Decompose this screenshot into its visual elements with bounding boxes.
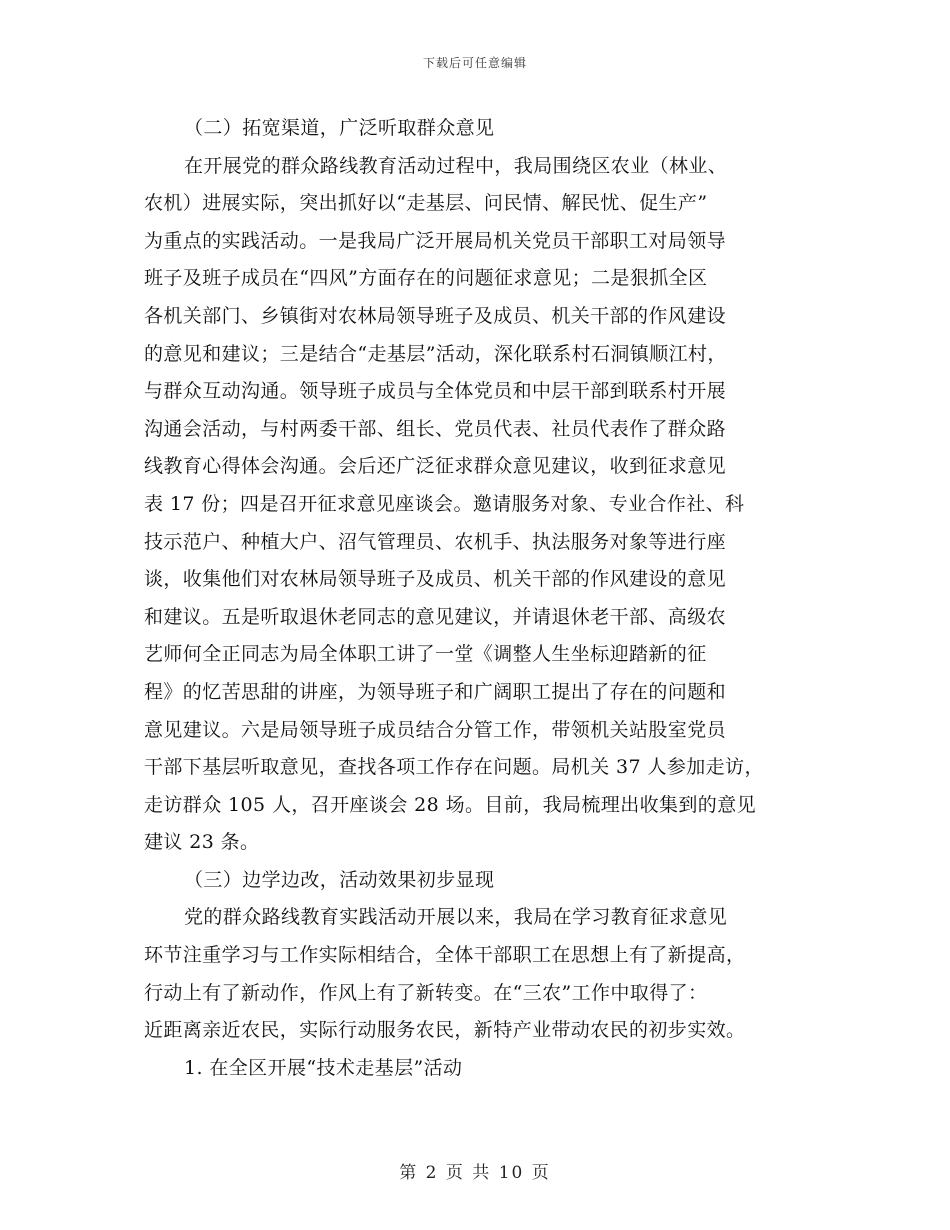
paragraph-line: 艺师何全正同志为局全体职工讲了一堂《调整人生坐标迎踏新的征 [144,643,707,666]
paragraph-line: 建议 23 条。 [144,831,260,854]
subsection-heading-1: 1. 在全区开展“技术走基层”活动 [184,1056,463,1079]
paragraph-line: 意见建议。六是局领导班子成员结合分管工作，带领机关站股室党员 [144,718,727,741]
page-header: 下载后可任意编辑 [422,56,527,70]
paragraph-line: 技示范户、种植大户、沼气管理员、农机手、执法服务对象等进行座 [144,530,727,553]
paragraph-line: 与群众互动沟通。领导班子成员与全体党员和中层干部到联系村开展 [144,380,727,403]
paragraph-line: 干部下基层听取意见，查找各项工作存在问题。局机关 37 人参加走访， [144,756,764,779]
paragraph-line: 谈，收集他们对农林局领导班子及成员、机关干部的作风建设的意见 [144,568,727,591]
paragraph-line: 环节注重学习与工作实际相结合，全体干部职工在思想上有了新提高， [144,944,746,967]
document-body [144,110,816,1087]
paragraph-line: 走访群众 105 人，召开座谈会 28 场。目前，我局梳理出收集到的意见 [144,793,757,816]
paragraph-line: 表 17 份；四是召开征求意见座谈会。邀请服务对象、专业合作社、科 [144,492,745,515]
paragraph-line: 各机关部门、乡镇街对农林局领导班子及成员、机关干部的作风建设 [144,304,727,327]
paragraph-line: 在开展党的群众路线教育活动过程中，我局围绕区农业（林业、 [184,154,728,177]
section-heading-2: （二）拓宽渠道，广泛听取群众意见 [184,117,495,139]
paragraph-line: 的意见和建议；三是结合“走基层”活动，深化联系村石洞镇顺江村， [144,342,727,365]
paragraph-line: 农机）进展实际，突出抓好以“走基层、问民情、解民忧、促生产” [144,192,708,215]
page-number-footer: 第 2 页 共 10 页 [399,1163,551,1183]
paragraph-line: 班子及班子成员在“四风”方面存在的问题征求意见；二是狠抓全区 [144,267,708,290]
paragraph-line: 党的群众路线教育实践活动开展以来，我局在学习教育征求意见 [184,906,728,929]
section-heading-3: （三）边学边改，活动效果初步显现 [184,868,495,891]
paragraph-line: 程》的忆苦思甜的讲座，为领导班子和广阔职工提出了存在的问题和 [144,680,727,703]
paragraph-line: 行动上有了新动作，作风上有了新转变。在“三农”工作中取得了： [144,981,708,1004]
paragraph-line: 为重点的实践活动。一是我局广泛开展局机关党员干部职工对局领导 [144,229,727,252]
paragraph-line: 线教育心得体会沟通。会后还广泛征求群众意见建议，收到征求意见 [144,455,727,478]
paragraph-line: 沟通会活动，与村两委干部、组长、党员代表、社员代表作了群众路 [144,417,727,440]
paragraph-line: 和建议。五是听取退休老同志的意见建议，并请退休老干部、高级农 [144,605,727,628]
paragraph-line: 近距离亲近农民，实际行动服务农民，新特产业带动农民的初步实效。 [144,1019,746,1042]
